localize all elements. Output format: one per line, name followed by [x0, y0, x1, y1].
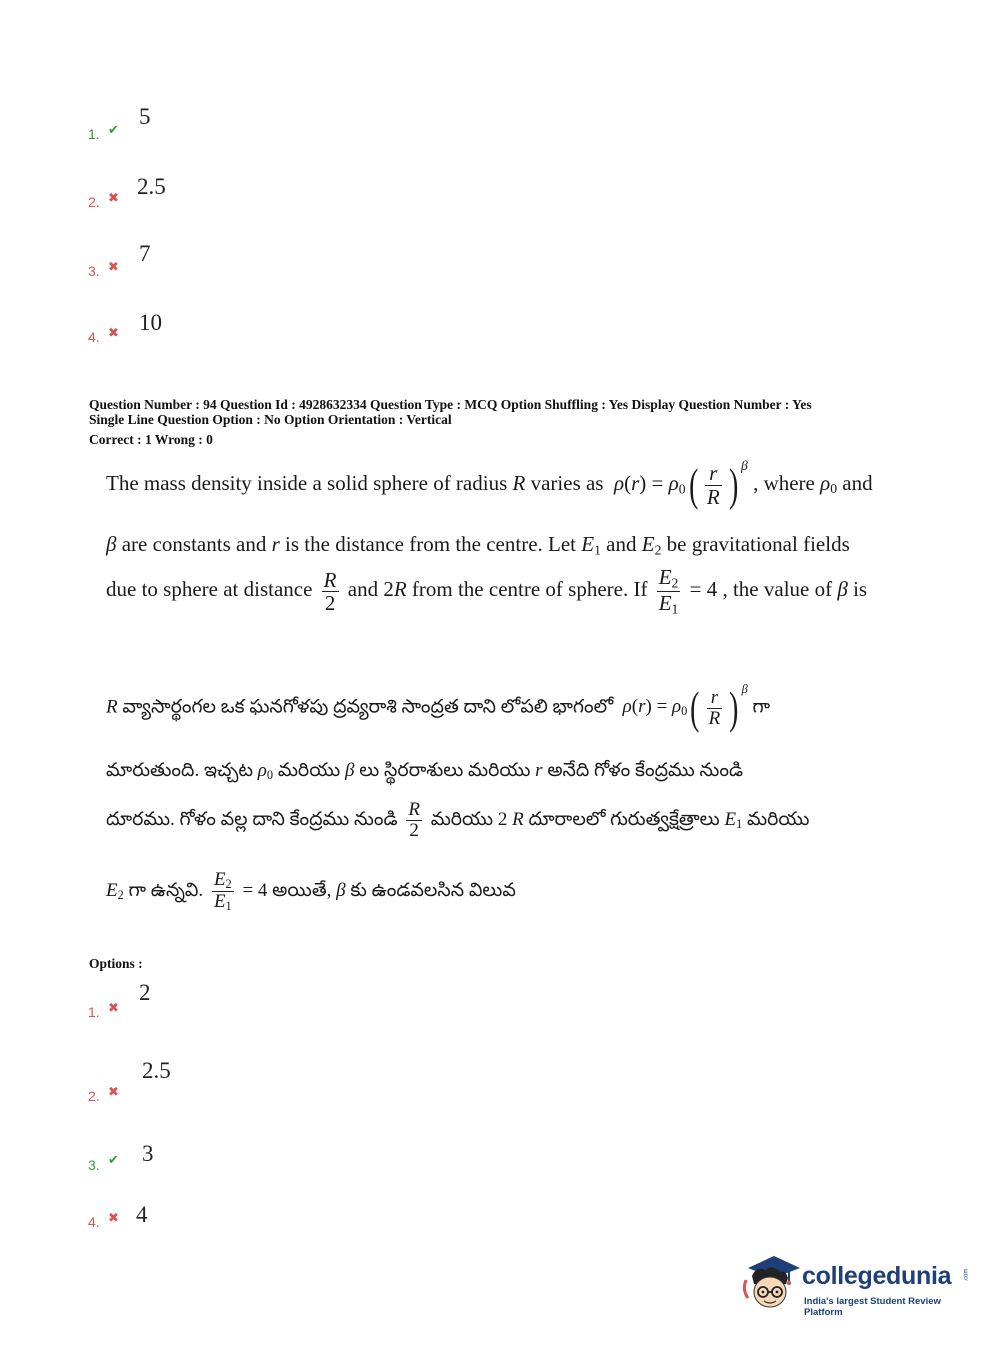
question-en-line-3: due to sphere at distance $\frac{R}{2}$ and 2R from the centre of sphere. If $\frac{E_2}{E_1}$ = 4 , the value of β is	[106, 565, 868, 617]
option-number: 2.	[88, 194, 100, 210]
brand-name: collegedunia	[802, 1262, 952, 1290]
option-value: 2.5	[137, 174, 166, 199]
brand-tagline: India's largest Student Review Platform	[804, 1296, 941, 1318]
option-number: 4.	[88, 329, 100, 345]
density-formula: $\rho(r) = \rho_0$( $\frac{r}{R}$ ) $^\beta$	[613, 457, 748, 510]
correct-check-icon: ✔	[108, 1153, 119, 1168]
option-number: 1.	[88, 126, 100, 142]
question-meta	[89, 397, 899, 447]
question-te-line-3: దూరము. గోళం వల్ల దాని కేంద్రము నుండి $\frac{R}{2}$ మరియు 2 R దూరాలలో గురుత్వక్షేత్రాలు $E_1$ మరియు	[106, 799, 810, 841]
correct-check-icon: ✔	[108, 123, 119, 138]
meta-line-1: Question Number : 94 Question Id : 4928632334 Question Type : MCQ Option Shuffling : Yes Display Question Number : Yes	[89, 397, 812, 412]
option-value: 2	[139, 980, 151, 1005]
option-number: 3.	[88, 263, 100, 279]
option-number: 3.	[88, 1157, 100, 1173]
wrong-cross-icon: ✖	[108, 1211, 119, 1226]
wrong-cross-icon: ✖	[108, 326, 119, 341]
option-value: 10	[139, 310, 162, 335]
question-en-line-1: The mass density inside a solid sphere of radius R varies as $\rho(r) = \rho_0$( $\frac{r}{R}$ ) $^\beta$ , where $\rho_0$ and	[106, 457, 873, 510]
option-value: 3	[142, 1141, 154, 1166]
wrong-cross-icon: ✖	[108, 1001, 119, 1016]
question-en-line-2: β are constants and r is the distance from the centre. Let $E_1$ and $E_2$ be gravitational fields	[106, 532, 850, 558]
question-te-line-2: మారుతుంది. ఇచ్చట $\rho_0$ మరియు β లు స్థిరరాశులు మరియు r అనేది గోళం కేంద్రము నుండి	[106, 760, 744, 783]
question-te-line-1: R వ్యాసార్థంగల ఒక ఘనగోళపు ద్రవ్యరాశి సాంద్రత దాని లోపలి భాగంలో $\rho(r) = \rho_0$( $\frac{r}{R}$ ) $^\beta$ గా	[106, 682, 771, 733]
option-value: 5	[139, 104, 151, 129]
brand-suffix: .com	[963, 1268, 970, 1282]
density-formula-te: $\rho(r) = \rho_0$( $\frac{r}{R}$ ) $^\beta$	[622, 682, 748, 733]
mascot-icon	[742, 1250, 802, 1316]
wrong-cross-icon: ✖	[108, 191, 119, 206]
option-value: 2.5	[142, 1058, 171, 1083]
meta-line-2: Single Line Question Option : No Option Orientation : Vertical	[89, 412, 452, 427]
option-value: 7	[139, 241, 151, 266]
option-number: 1.	[88, 1004, 100, 1020]
option-number: 2.	[88, 1088, 100, 1104]
question-te-line-4: $E_2$ గా ఉన్నవి. $\frac{E_2}{E_1}$ = 4 అయితే, β కు ఉండవలసిన విలువ	[106, 869, 516, 914]
collegedunia-logo[interactable]	[742, 1250, 972, 1316]
option-value: 4	[136, 1202, 148, 1227]
meta-line-3: Correct : 1 Wrong : 0	[89, 432, 213, 447]
wrong-cross-icon: ✖	[108, 1085, 119, 1100]
options-label: Options :	[89, 956, 143, 971]
wrong-cross-icon: ✖	[108, 260, 119, 275]
option-number: 4.	[88, 1214, 100, 1230]
